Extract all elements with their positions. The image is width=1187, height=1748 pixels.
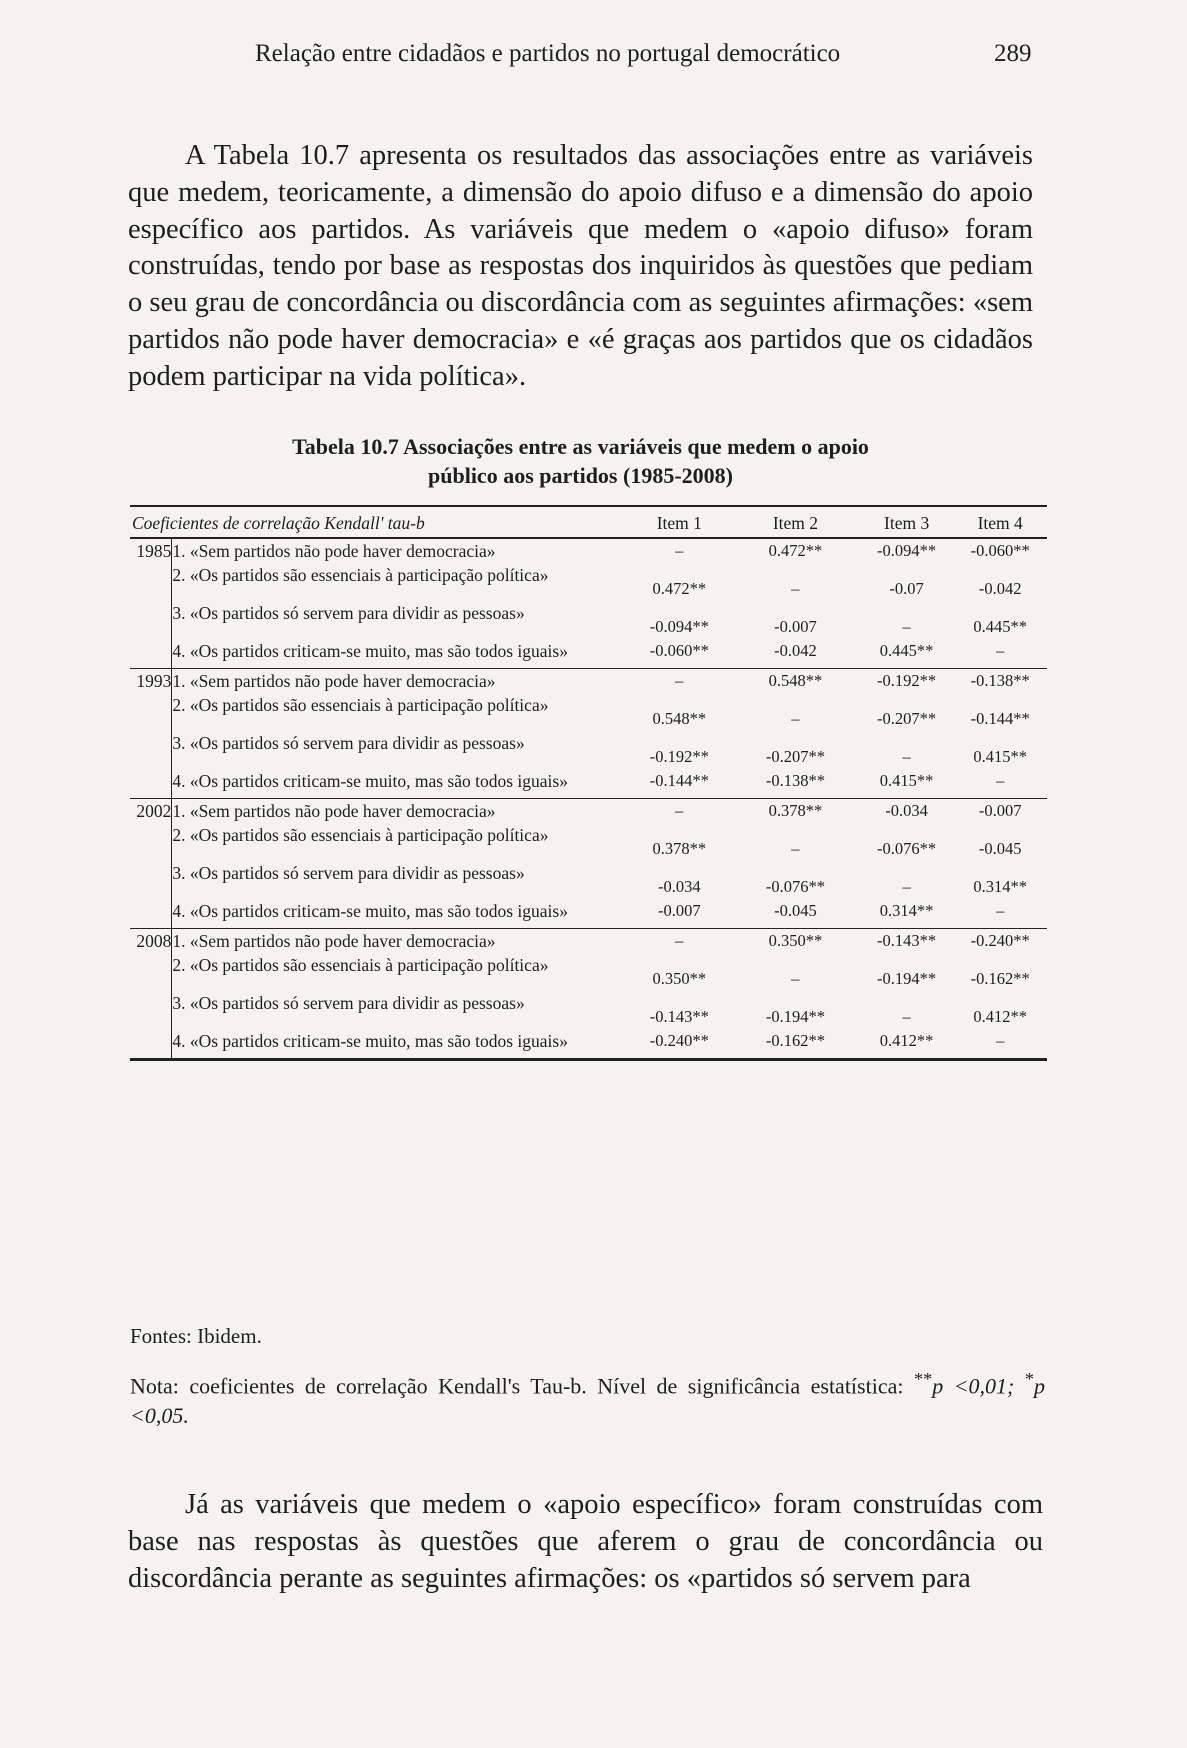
coefficient-cell: -0.007 [774, 617, 817, 636]
coefficient-cell: 0.548** [731, 669, 860, 694]
coefficient-cell: -0.060** [649, 641, 709, 660]
running-title: Relação entre cidadãos e partidos no portugal democrático [255, 40, 841, 67]
statement-label: 4. «Os partidos criticam-se muito, mas são todos iguais» [172, 1031, 568, 1051]
intro-paragraph: A Tabela 10.7 apresenta os resultados das associações entre as variáveis que medem, teoricamente, a dimensão do apoio difuso e a dimensão do apoio específico aos partidos. As variáveis que medem o «apoio difuso» foram construídas, tendo por base as respostas dos inquiridos às questões que pediam o seu grau de concordância ou discordância com as seguintes afirmações: «sem partidos não pode haver democracia» e «é graças aos partidos que os cidadãos podem participar na vida política». [128, 140, 1033, 392]
statement-label: 3. «Os partidos só servem para dividir as pessoas» [172, 733, 525, 753]
table-row [130, 538, 1047, 563]
coefficient-cell: 0.350** [652, 969, 707, 988]
coefficient-cell: 0.548** [652, 709, 707, 728]
coefficient-cell: – [996, 1031, 1005, 1050]
coefficient-cell: – [791, 579, 800, 598]
coefficient-cell: -0.007 [953, 799, 1047, 824]
table-row [130, 639, 1047, 669]
year-label: 2008 [130, 929, 172, 1060]
coefficient-cell: 0.445** [973, 617, 1027, 636]
coefficient-cell: -0.143** [649, 1007, 709, 1026]
coefficient-cell: 0.378** [652, 839, 707, 858]
coefficient-cell: – [628, 669, 731, 694]
statement-label: 1. «Sem partidos não pode haver democracia» [172, 799, 628, 824]
note-sig2-mark: * [1024, 1369, 1035, 1389]
statement-label: 1. «Sem partidos não pode haver democracia» [172, 538, 628, 563]
coefficient-cell: -0.138** [953, 669, 1047, 694]
statement-label: 4. «Os partidos criticam-se muito, mas são todos iguais» [172, 641, 568, 661]
coefficient-cell: – [902, 1007, 911, 1026]
coefficient-cell: -0.042 [774, 641, 817, 660]
coefficient-cell: – [628, 929, 731, 954]
table-row [130, 991, 1047, 1029]
coefficient-cell: -0.042 [978, 579, 1022, 598]
coefficient-cell: -0.240** [649, 1031, 709, 1050]
note-sig1-mark: ** [913, 1369, 933, 1389]
coefficient-cell: -0.094** [860, 538, 954, 563]
table-header-row [130, 506, 1047, 538]
table-note [130, 1364, 1045, 1431]
coefficient-cell: 0.472** [731, 538, 860, 563]
coefficient-cell: – [628, 538, 731, 563]
statement-label: 1. «Sem partidos não pode haver democracia» [172, 669, 628, 694]
coefficient-cell: 0.314** [973, 877, 1027, 896]
coefficient-cell: -0.045 [774, 901, 817, 920]
coefficient-cell: – [996, 901, 1005, 920]
coefficient-cell: -0.143** [860, 929, 954, 954]
coefficient-cell: – [628, 799, 731, 824]
coefficient-cell: 0.350** [731, 929, 860, 954]
statement-label: 1. «Sem partidos não pode haver democracia» [172, 929, 628, 954]
coefficient-cell: 0.314** [879, 901, 934, 920]
year-label: 1985 [130, 538, 172, 669]
table-caption-line-1: Tabela 10.7 Associações entre as variáveis que medem o apoio [292, 434, 869, 459]
header-item-1: Item 1 [628, 506, 731, 538]
coefficient-cell: – [791, 839, 800, 858]
year-label: 2002 [130, 799, 172, 929]
coefficient-cell: -0.144** [649, 771, 709, 790]
coefficient-cell: -0.240** [953, 929, 1047, 954]
table-row [130, 799, 1047, 824]
page-number: 289 [994, 40, 1032, 67]
coefficient-cell: 0.472** [652, 579, 707, 598]
table-row [130, 731, 1047, 769]
header-item-2: Item 2 [731, 506, 860, 538]
statement-label: 2. «Os partidos são essenciais à participação política» [172, 695, 549, 715]
coefficient-cell: -0.045 [978, 839, 1022, 858]
table-row [130, 601, 1047, 639]
coefficient-cell: -0.162** [765, 1031, 825, 1050]
table-row [130, 1029, 1047, 1060]
coefficient-cell: – [996, 771, 1005, 790]
note-sig2-text: p <0,05. [130, 1373, 1046, 1429]
running-header [0, 36, 1187, 76]
coefficient-cell: -0.076** [877, 839, 937, 858]
coefficient-cell: -0.076** [765, 877, 825, 896]
coefficient-cell: – [996, 641, 1005, 660]
statement-label: 2. «Os partidos são essenciais à participação política» [172, 955, 549, 975]
statement-label: 3. «Os partidos só servem para dividir as pessoas» [172, 603, 525, 623]
coefficient-cell: -0.138** [765, 771, 825, 790]
coefficient-cell: -0.007 [657, 901, 701, 920]
header-item-3: Item 3 [860, 506, 954, 538]
coefficient-cell: -0.194** [765, 1007, 825, 1026]
coefficient-cell: -0.034 [657, 877, 701, 896]
coefficient-cell: – [791, 969, 800, 988]
table-row [130, 929, 1047, 954]
coefficient-cell: -0.194** [877, 969, 937, 988]
table-row [130, 861, 1047, 899]
coefficient-cell: -0.060** [953, 538, 1047, 563]
note-text: Nota: coeficientes de correlação Kendall's Tau-b. Nível de significância estatística: [130, 1373, 904, 1399]
coefficient-cell: -0.034 [860, 799, 954, 824]
coefficient-cell: 0.378** [731, 799, 860, 824]
table-row [130, 693, 1047, 731]
statement-label: 2. «Os partidos são essenciais à participação política» [172, 565, 549, 585]
coefficient-cell: – [791, 709, 800, 728]
table-row [130, 563, 1047, 601]
coefficient-cell: – [902, 877, 911, 896]
statement-label: 3. «Os partidos só servem para dividir as pessoas» [172, 993, 525, 1013]
statement-label: 4. «Os partidos criticam-se muito, mas são todos iguais» [172, 771, 568, 791]
coefficient-cell: -0.162** [970, 969, 1030, 988]
coefficient-cell: 0.412** [879, 1031, 934, 1050]
coefficient-cell: -0.192** [860, 669, 954, 694]
table-row [130, 899, 1047, 929]
table-row [130, 669, 1047, 694]
table-caption [128, 432, 1033, 490]
header-item-4: Item 4 [953, 506, 1047, 538]
table-row [130, 953, 1047, 991]
statement-label: 4. «Os partidos criticam-se muito, mas são todos iguais» [172, 901, 568, 921]
correlation-table [130, 505, 1047, 1061]
year-label: 1993 [130, 669, 172, 799]
coefficient-cell: – [902, 747, 911, 766]
table-row [130, 823, 1047, 861]
table-row [130, 769, 1047, 799]
coefficient-cell: 0.415** [973, 747, 1027, 766]
coefficient-cell: -0.144** [970, 709, 1030, 728]
coefficient-cell: 0.445** [879, 641, 934, 660]
coefficient-cell: -0.07 [889, 579, 924, 598]
statement-label: 3. «Os partidos só servem para dividir as pessoas» [172, 863, 525, 883]
table-header-caption: Coeficientes de correlação Kendall' tau-b [130, 506, 628, 538]
sources-line: Fontes: Ibidem. [130, 1324, 262, 1348]
coefficient-cell: 0.412** [973, 1007, 1027, 1026]
coefficient-cell: -0.094** [649, 617, 709, 636]
table-caption-line-2: público aos partidos (1985-2008) [428, 463, 733, 488]
coefficient-cell: -0.192** [649, 747, 709, 766]
note-sig1-text: p <0,01; [932, 1373, 1015, 1399]
statement-label: 2. «Os partidos são essenciais à participação política» [172, 825, 549, 845]
coefficient-cell: -0.207** [765, 747, 825, 766]
coefficient-cell: 0.415** [879, 771, 934, 790]
coefficient-cell: -0.207** [877, 709, 937, 728]
coefficient-cell: – [902, 617, 911, 636]
closing-paragraph: Já as variáveis que medem o «apoio específico» foram construídas com base nas respostas às questões que aferem o grau de concordância ou discordância perante as seguintes afirmações: os «partidos só servem para [128, 1489, 1043, 1594]
